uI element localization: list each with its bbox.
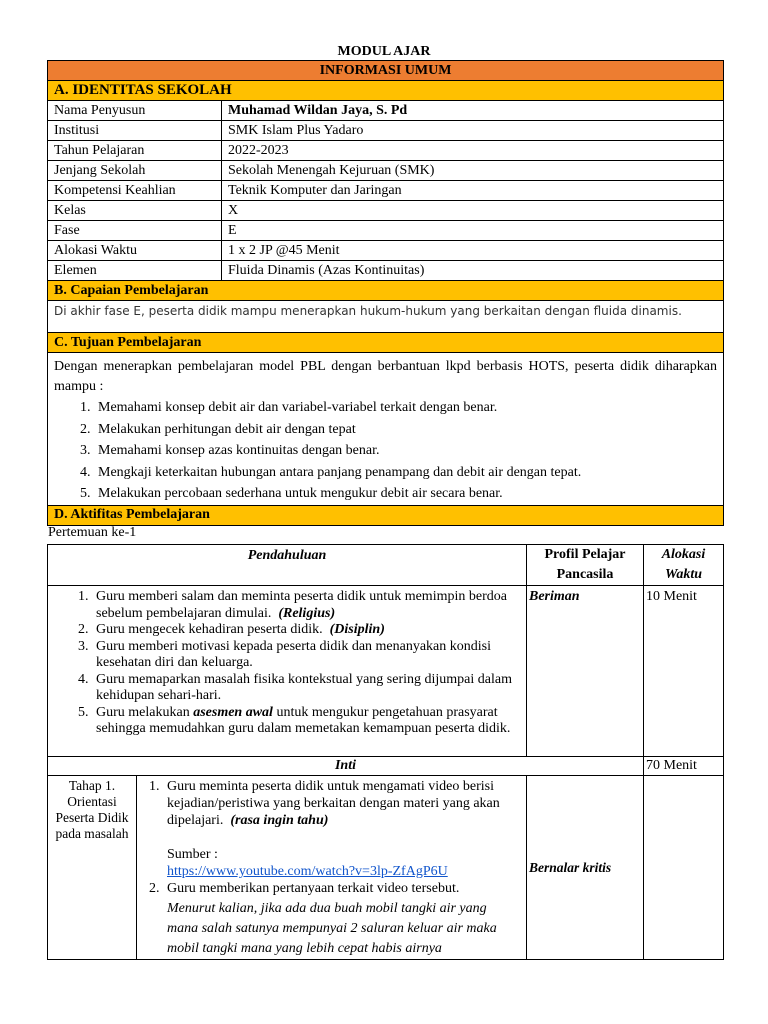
identity-value: Teknik Komputer dan Jaringan: [222, 181, 724, 201]
inti-waktu: 70 Menit: [644, 757, 724, 776]
pendahuluan-cell: [48, 586, 527, 757]
question-text: Menurut kalian, jika ada dua buah mobil tangki air yang mana salah satunya mempunyai 2 saluran keluar air maka mobil tangki mana yang lebih cepat habis airnya: [167, 901, 497, 956]
identity-label: Kompetensi Keahlian: [48, 181, 222, 201]
identity-label: Tahun Pelajaran: [48, 141, 222, 161]
pendahuluan-profil: Beriman: [527, 586, 644, 757]
identity-value: 1 x 2 JP @45 Menit: [222, 241, 724, 261]
capaian-text: Di akhir fase E, peserta didik mampu menerapkan hukum-hukum yang berkaitan dengan fluida dinamis.: [48, 301, 724, 333]
item-text: Guru melakukan: [96, 704, 194, 720]
list-item: [92, 622, 520, 639]
list-item: 2. Melakukan perhitungan debit air dengan tepat: [94, 419, 717, 441]
identity-value: E: [222, 221, 724, 241]
pertemuan-label: Pertemuan ke-1: [48, 525, 137, 540]
character-tag: (Disiplin): [329, 622, 385, 637]
identity-label: Nama Penyusun: [48, 101, 222, 121]
identity-label: Institusi: [48, 121, 222, 141]
tujuan-list: [54, 397, 717, 505]
list-item: [92, 589, 520, 622]
identity-value: Fluida Dinamis (Azas Kontinuitas): [222, 261, 724, 281]
section-c-header: C. Tujuan Pembelajaran: [48, 333, 724, 353]
inti-steps-list: [141, 778, 520, 959]
item-emphasis: asesmen awal: [193, 704, 273, 720]
item-text: Guru memaparkan masalah fisika kontekstual yang sering dijumpai dalam kehidupan sehari-hari.: [96, 671, 512, 703]
tujuan-cell: [48, 353, 724, 506]
identity-label: Elemen: [48, 261, 222, 281]
activity-table: [47, 544, 724, 960]
identity-label: Alokasi Waktu: [48, 241, 222, 261]
item-text: untuk mengukur pengetahuan prasyarat sehingga memudahkan guru dalam memetakan kemampuan peserta didik.: [96, 704, 511, 736]
inti-profil: Bernalar kritis: [527, 776, 644, 960]
list-item: 1. Memahami konsep debit air dan variabel-variabel terkait dengan benar.: [94, 397, 717, 419]
identity-value: Sekolah Menengah Kejuruan (SMK): [222, 161, 724, 181]
profil-header: Profil Pelajar Pancasila: [527, 545, 644, 586]
inti-waktu-empty: [644, 776, 724, 960]
document-title: MODUL AJAR: [337, 44, 431, 59]
identity-value: X: [222, 201, 724, 221]
pendahuluan-list: [54, 589, 520, 738]
item-text: Guru memberikan pertanyaan terkait video tersebut.: [167, 881, 460, 896]
sumber-label: Sumber :: [167, 847, 218, 862]
list-item: 3. Memahami konsep azas kontinuitas dengan benar.: [94, 440, 717, 462]
character-tag: (Religius): [278, 605, 336, 621]
video-link[interactable]: https://www.youtube.com/watch?v=3lp-ZfAgP6U: [167, 864, 448, 879]
list-item: [92, 705, 520, 738]
section-b-header: B. Capaian Pembelajaran: [48, 281, 724, 301]
pendahuluan-header: Pendahuluan: [48, 545, 527, 586]
identity-value: SMK Islam Plus Yadaro: [222, 121, 724, 141]
inti-header: Inti: [48, 757, 644, 776]
list-item: [92, 639, 520, 672]
identity-label: Fase: [48, 221, 222, 241]
item-text: Guru memberi salam dan meminta peserta didik untuk memimpin berdoa sebelum pembelajaran dimulai.: [96, 589, 507, 621]
info-table: [47, 60, 724, 526]
item-text: Guru mengecek kehadiran peserta didik.: [96, 622, 323, 637]
identity-value: Muhamad Wildan Jaya, S. Pd: [222, 101, 724, 121]
informasi-umum-header: INFORMASI UMUM: [48, 61, 724, 81]
character-tag: (rasa ingin tahu): [230, 813, 329, 828]
list-item: [163, 880, 520, 959]
tahap-1-label: Tahap 1. Orientasi Peserta Didik pada masalah: [48, 776, 137, 960]
section-d-header: D. Aktifitas Pembelajaran: [48, 505, 724, 525]
tujuan-intro: Dengan menerapkan pembelajaran model PBL dengan berbantuan lkpd berbasis HOTS, peserta didik diharapkan mampu :: [54, 359, 718, 394]
list-item: [163, 778, 520, 880]
identity-label: Kelas: [48, 201, 222, 221]
list-item: 4. Mengkaji keterkaitan hubungan antara panjang penampang dan debit air dengan tepat.: [94, 462, 717, 484]
identity-label: Jenjang Sekolah: [48, 161, 222, 181]
item-text: Guru memberi motivasi kepada peserta didik dan menanyakan kondisi kesehatan diri dan keluarga.: [96, 638, 492, 670]
list-item: [92, 672, 520, 705]
item-text: Guru meminta peserta didik untuk mengamati video berisi kejadian/peristiwa yang berkaitan dengan materi yang akan dipelajari.: [167, 779, 500, 828]
list-item: 5. Melakukan percobaan sederhana untuk mengukur debit air secara benar.: [94, 483, 717, 505]
alokasi-header: Alokasi Waktu: [644, 545, 724, 586]
pendahuluan-waktu: 10 Menit: [644, 586, 724, 757]
inti-steps-cell: [137, 776, 527, 960]
identity-value: 2022-2023: [222, 141, 724, 161]
section-a-header: A. IDENTITAS SEKOLAH: [48, 81, 724, 101]
